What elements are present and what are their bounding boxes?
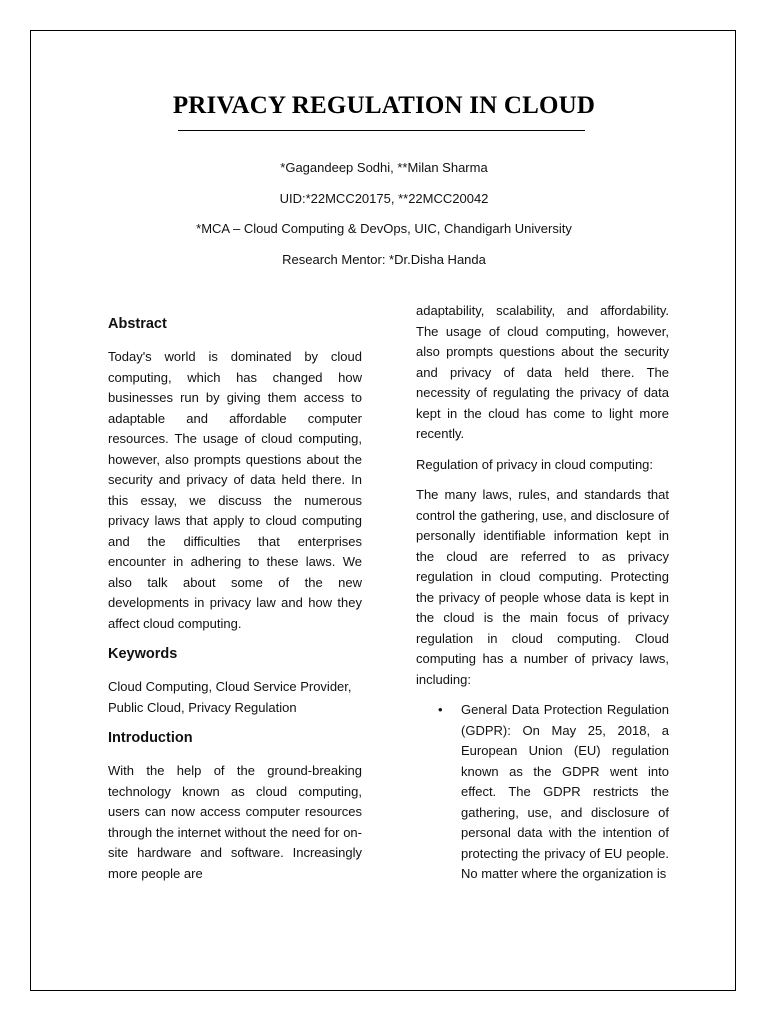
right-column [416,301,669,885]
introduction-paragraph: With the help of the ground-breaking technology known as cloud computing, users can now access computer resources through the internet without the need for on-site hardware and software. Increasingly more people are [108,763,362,881]
title-underline [178,130,585,131]
left-column [108,314,362,884]
continued-paragraph: adaptability, scalability, and affordability. The usage of cloud computing, however, also prompts questions about the security and privacy of data held there. The necessity of regulating the privacy of data kept in the cloud has come to light more recently. [416,303,669,441]
document-title: PRIVACY REGULATION IN CLOUD [172,92,596,119]
uid-line: UID:*22MCC20175, **22MCC20042 [279,191,489,206]
keywords-heading: Keywords [108,646,178,662]
regulation-subheading: Regulation of privacy in cloud computing: [416,456,654,472]
list-item-text: General Data Protection Regulation (GDPR): On May 25, 2018, a European Union (EU) regulation known as the GDPR went into effect. The GDPR restricts the gathering, use, and disclosure of personal data with the intention of protecting the privacy of EU people. No matter where the organization is [461,702,669,881]
introduction-heading: Introduction [108,730,193,746]
mentor-line: Research Mentor: *Dr.Disha Handa [282,252,486,267]
list-item [416,700,669,885]
bullet-icon: • [438,702,443,717]
keywords-paragraph: Cloud Computing, Cloud Service Provider, Public Cloud, Privacy Regulation [108,679,352,715]
privacy-laws-list [416,700,669,885]
authors-line: *Gagandeep Sodhi, **Milan Sharma [280,160,488,175]
abstract-heading: Abstract [108,316,167,332]
regulation-paragraph: The many laws, rules, and standards that control the gathering, use, and disclosure of personally identifiable information kept in the cloud are referred to as privacy regulation in cloud computing. Protecting the privacy of people whose data is kept in the cloud is the main focus of privacy regulation in cloud computing. Cloud computing has a number of privacy laws, including: [416,487,669,687]
affiliation-line: *MCA – Cloud Computing & DevOps, UIC, Chandigarh University [196,221,572,236]
abstract-paragraph: Today's world is dominated by cloud computing, which has changed how businesses run by giving them access to adaptable and affordable computer resources. The usage of cloud computing, however, also prompts questions about the security and privacy of data held there. In this essay, we discuss the numerous privacy laws that apply to cloud computing and the difficulties that enterprises encounter in adhering to these laws. We also talk about some of the new developments in privacy law and how they affect cloud computing. [108,349,362,631]
